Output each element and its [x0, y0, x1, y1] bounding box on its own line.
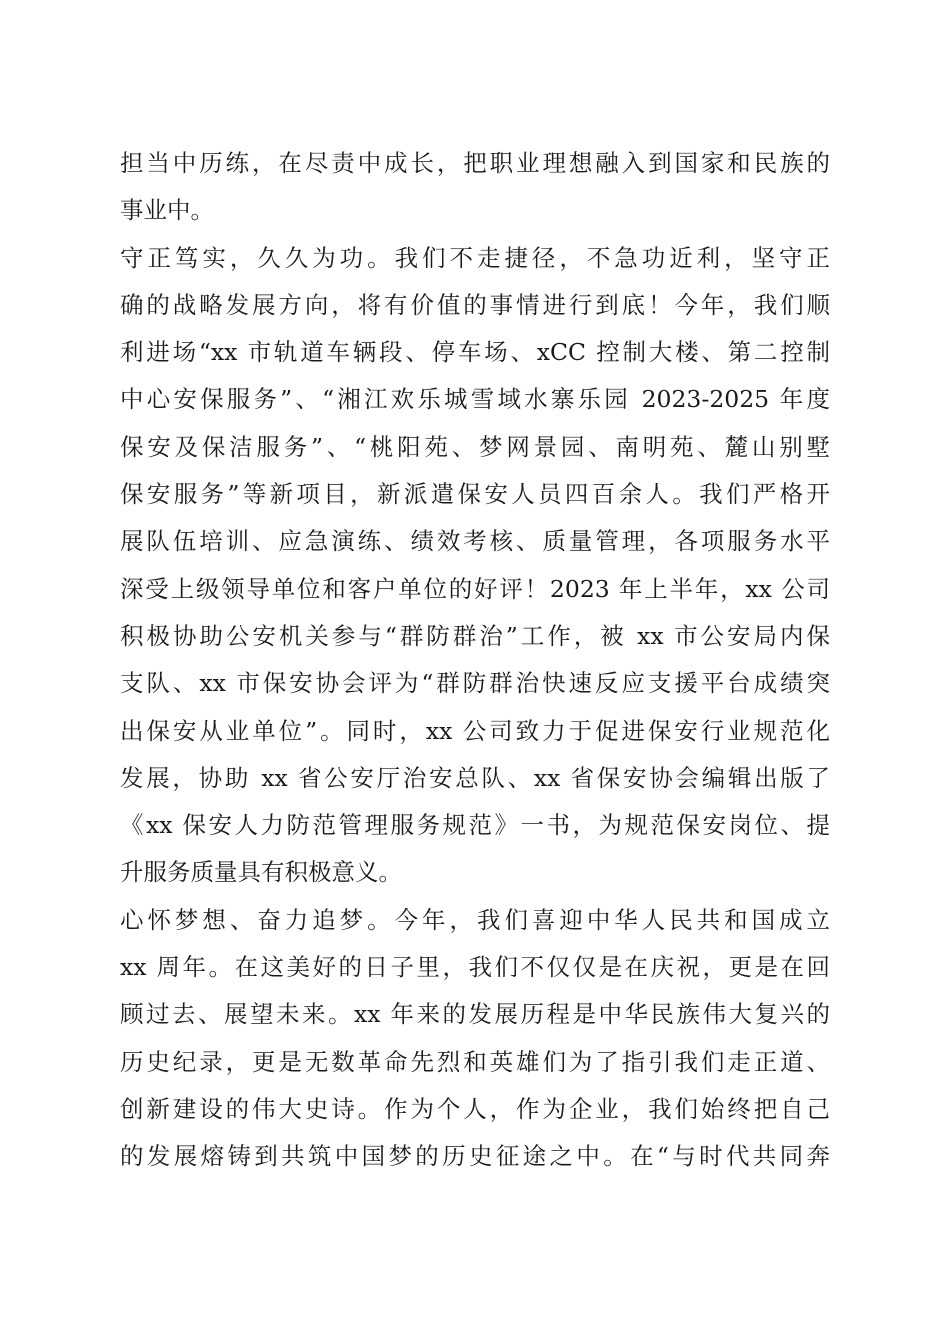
text-line: 《xx 保安人力防范管理服务规范》一书，为规范保安岗位、提 [120, 811, 830, 840]
text-line: 事业中。 [120, 196, 214, 225]
text-line: 利进场“xx 市轨道车辆段、停车场、xCC 控制大楼、第二控制 [120, 338, 830, 367]
text-line: 确的战略发展方向，将有价值的事情进行到底！今年，我们顺 [120, 290, 830, 319]
text-line: 展队伍培训、应急演练、绩效考核、质量管理，各项服务水平 [120, 527, 830, 556]
text-line: 保安及保洁服务”、“桃阳苑、梦网景园、南明苑、麓山别墅 [120, 432, 830, 461]
text-line: 担当中历练，在尽责中成长，把职业理想融入到国家和民族的 [120, 149, 830, 177]
text-line: 心怀梦想、奋力追梦。今年，我们喜迎中华人民共和国成立 [120, 905, 830, 934]
text-line: 历史纪录，更是无数革命先烈和英雄们为了指引我们走正道、 [120, 1047, 830, 1076]
text-line: 深受上级领导单位和客户单位的好评！2023 年上半年，xx 公司 [120, 574, 830, 603]
text-line: 保安服务”等新项目，新派遣保安人员四百余人。我们严格开 [120, 480, 830, 509]
text-line: xx 周年。在这美好的日子里，我们不仅仅是在庆祝，更是在回 [120, 953, 830, 982]
text-line: 支队、xx 市保安协会评为“群防群治快速反应支援平台成绩突 [120, 669, 830, 698]
text-line: 出保安从业单位”。同时，xx 公司致力于促进保安行业规范化 [120, 716, 830, 745]
document-body [120, 140, 830, 1181]
text-line: 发展，协助 xx 省公安厅治安总队、xx 省保安协会编辑出版了 [120, 763, 830, 792]
text-line: 创新建设的伟大史诗。作为个人，作为企业，我们始终把自己 [120, 1094, 830, 1123]
text-line: 积极协助公安机关参与“群防群治”工作，被 xx 市公安局内保 [120, 621, 830, 650]
text-line: 守正笃实，久久为功。我们不走捷径，不急功近利，坚守正 [120, 243, 830, 272]
text-line: 升服务质量具有积极意义。 [120, 858, 402, 887]
text-line: 顾过去、展望未来。xx 年来的发展历程是中华民族伟大复兴的 [120, 1000, 830, 1029]
text-line: 中心安保服务”、“湘江欢乐城雪域水寨乐园 2023-2025 年度 [120, 385, 830, 414]
text-line: 的发展熔铸到共筑中国梦的历史征途之中。在“与时代共同奔 [120, 1142, 830, 1171]
